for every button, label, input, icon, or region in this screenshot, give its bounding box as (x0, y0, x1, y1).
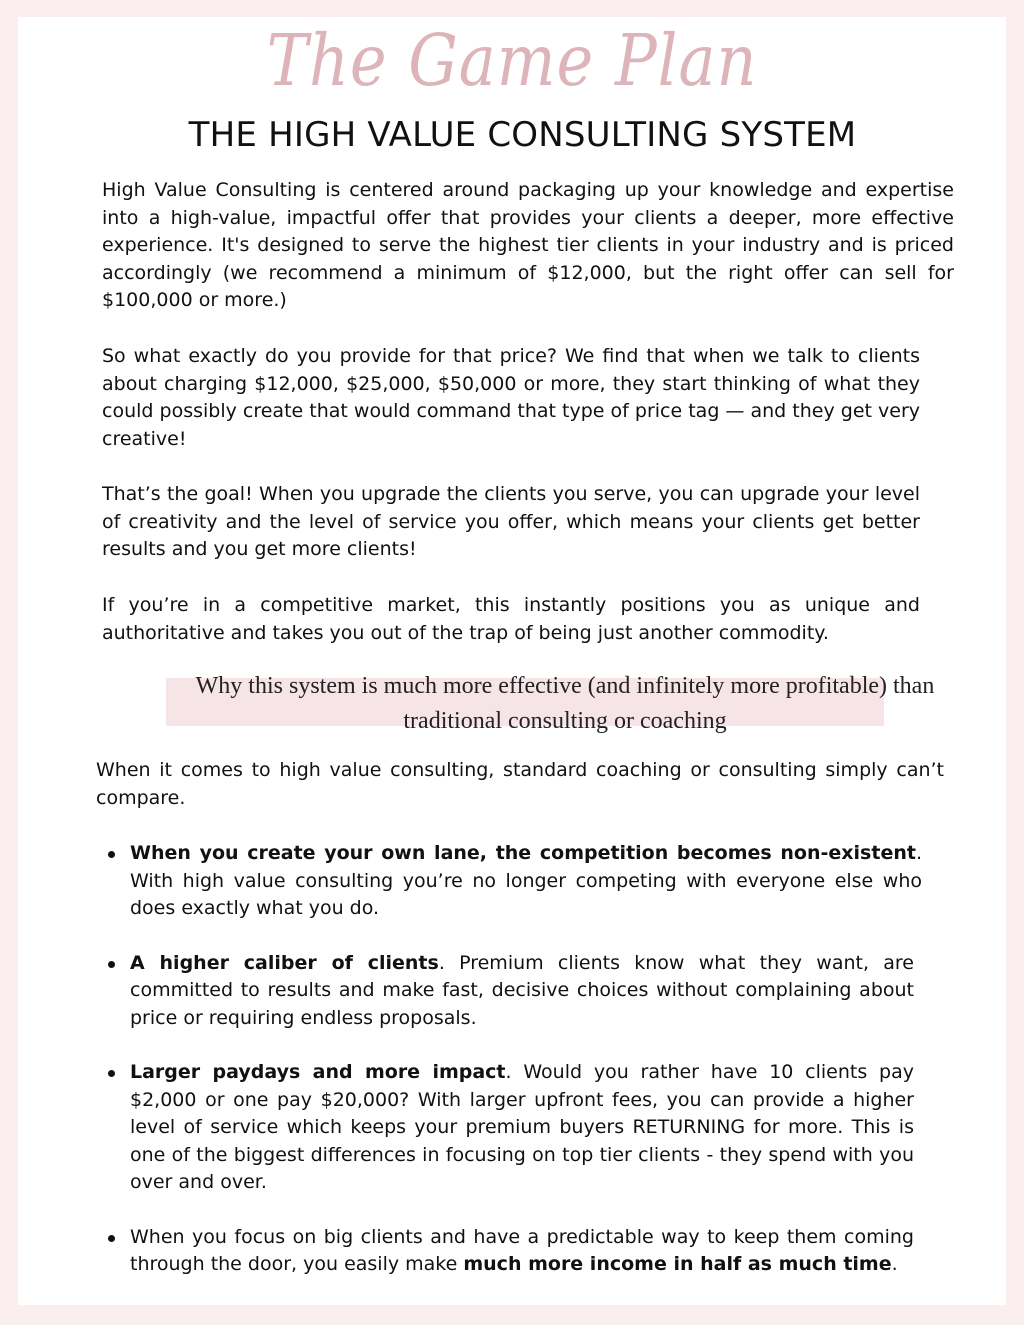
paragraph-goal: That’s the goal! When you upgrade the clients you serve, you can upgrade your level of creativity and the level of service you offer, which means your clients get better results and you get more clients! (102, 483, 920, 560)
list-item (102, 1224, 914, 1279)
paragraph-pricing: So what exactly do you provide for that price? We find that when we talk to clients about charging $12,000, $25,000, $50,000 or more, they start thinking of what they could possibly create that would command that type of price tag — and they get very creative! (102, 345, 920, 450)
paragraph-positioning: If you’re in a competitive market, this instantly positions you as unique and authoritative and takes you out of the trap of being just another commodity. (102, 594, 920, 644)
bullet-text: . Would you rather have 10 clients pay $2,000 or one pay $20,000? With larger upfront fees, you can provide a higher level of service which keeps your premium buyers RETURNING for more. This is one of the biggest differences in focusing on top tier clients - they spend with you over and over. (130, 1061, 914, 1193)
bullet-text-end: . (891, 1253, 898, 1275)
bullet-text: . Premium clients know what they want, are committed to results and make fast, decisive choices without complaining about price or requiring endless proposals. (130, 951, 914, 1029)
list-item (102, 950, 914, 1033)
section-subheading: Why this system is much more effective (and infinitely more profitable) than traditional consulting or coaching (195, 673, 935, 734)
bullet-text: When you focus on big clients and have a predictable way to keep them coming through the door, you easily make (130, 1225, 914, 1275)
list-item (102, 1059, 914, 1197)
comparison-intro: When it comes to high value consulting, standard coaching or consulting simply can’t compare. (96, 759, 944, 809)
bullet-bold: Larger paydays and more impact (130, 1061, 506, 1083)
page-title: THE HIGH VALUE CONSULTING SYSTEM (188, 115, 857, 155)
script-title: The Game Plan (266, 18, 758, 103)
bullet-bold: A higher caliber of clients (130, 951, 439, 974)
bullet-bold: much more income in half as much time (463, 1253, 892, 1275)
bullet-bold: When you create your own lane, the competition becomes non-existent (130, 842, 916, 864)
benefits-list (102, 840, 922, 1279)
paragraph-intro: High Value Consulting is centered around packaging up your knowledge and expertise into a high-value, impactful offer that provides your clients a deeper, more effective experience. It's designed to serve the highest tier clients in your industry and is priced accordingly (we recommend a minimum of $12,000, but the right offer can sell for $100,000 or more.) (102, 179, 954, 311)
bullet-text: . With high value consulting you’re no longer competing with everyone else who does exactly what you do. (130, 842, 922, 919)
list-item (102, 840, 922, 923)
